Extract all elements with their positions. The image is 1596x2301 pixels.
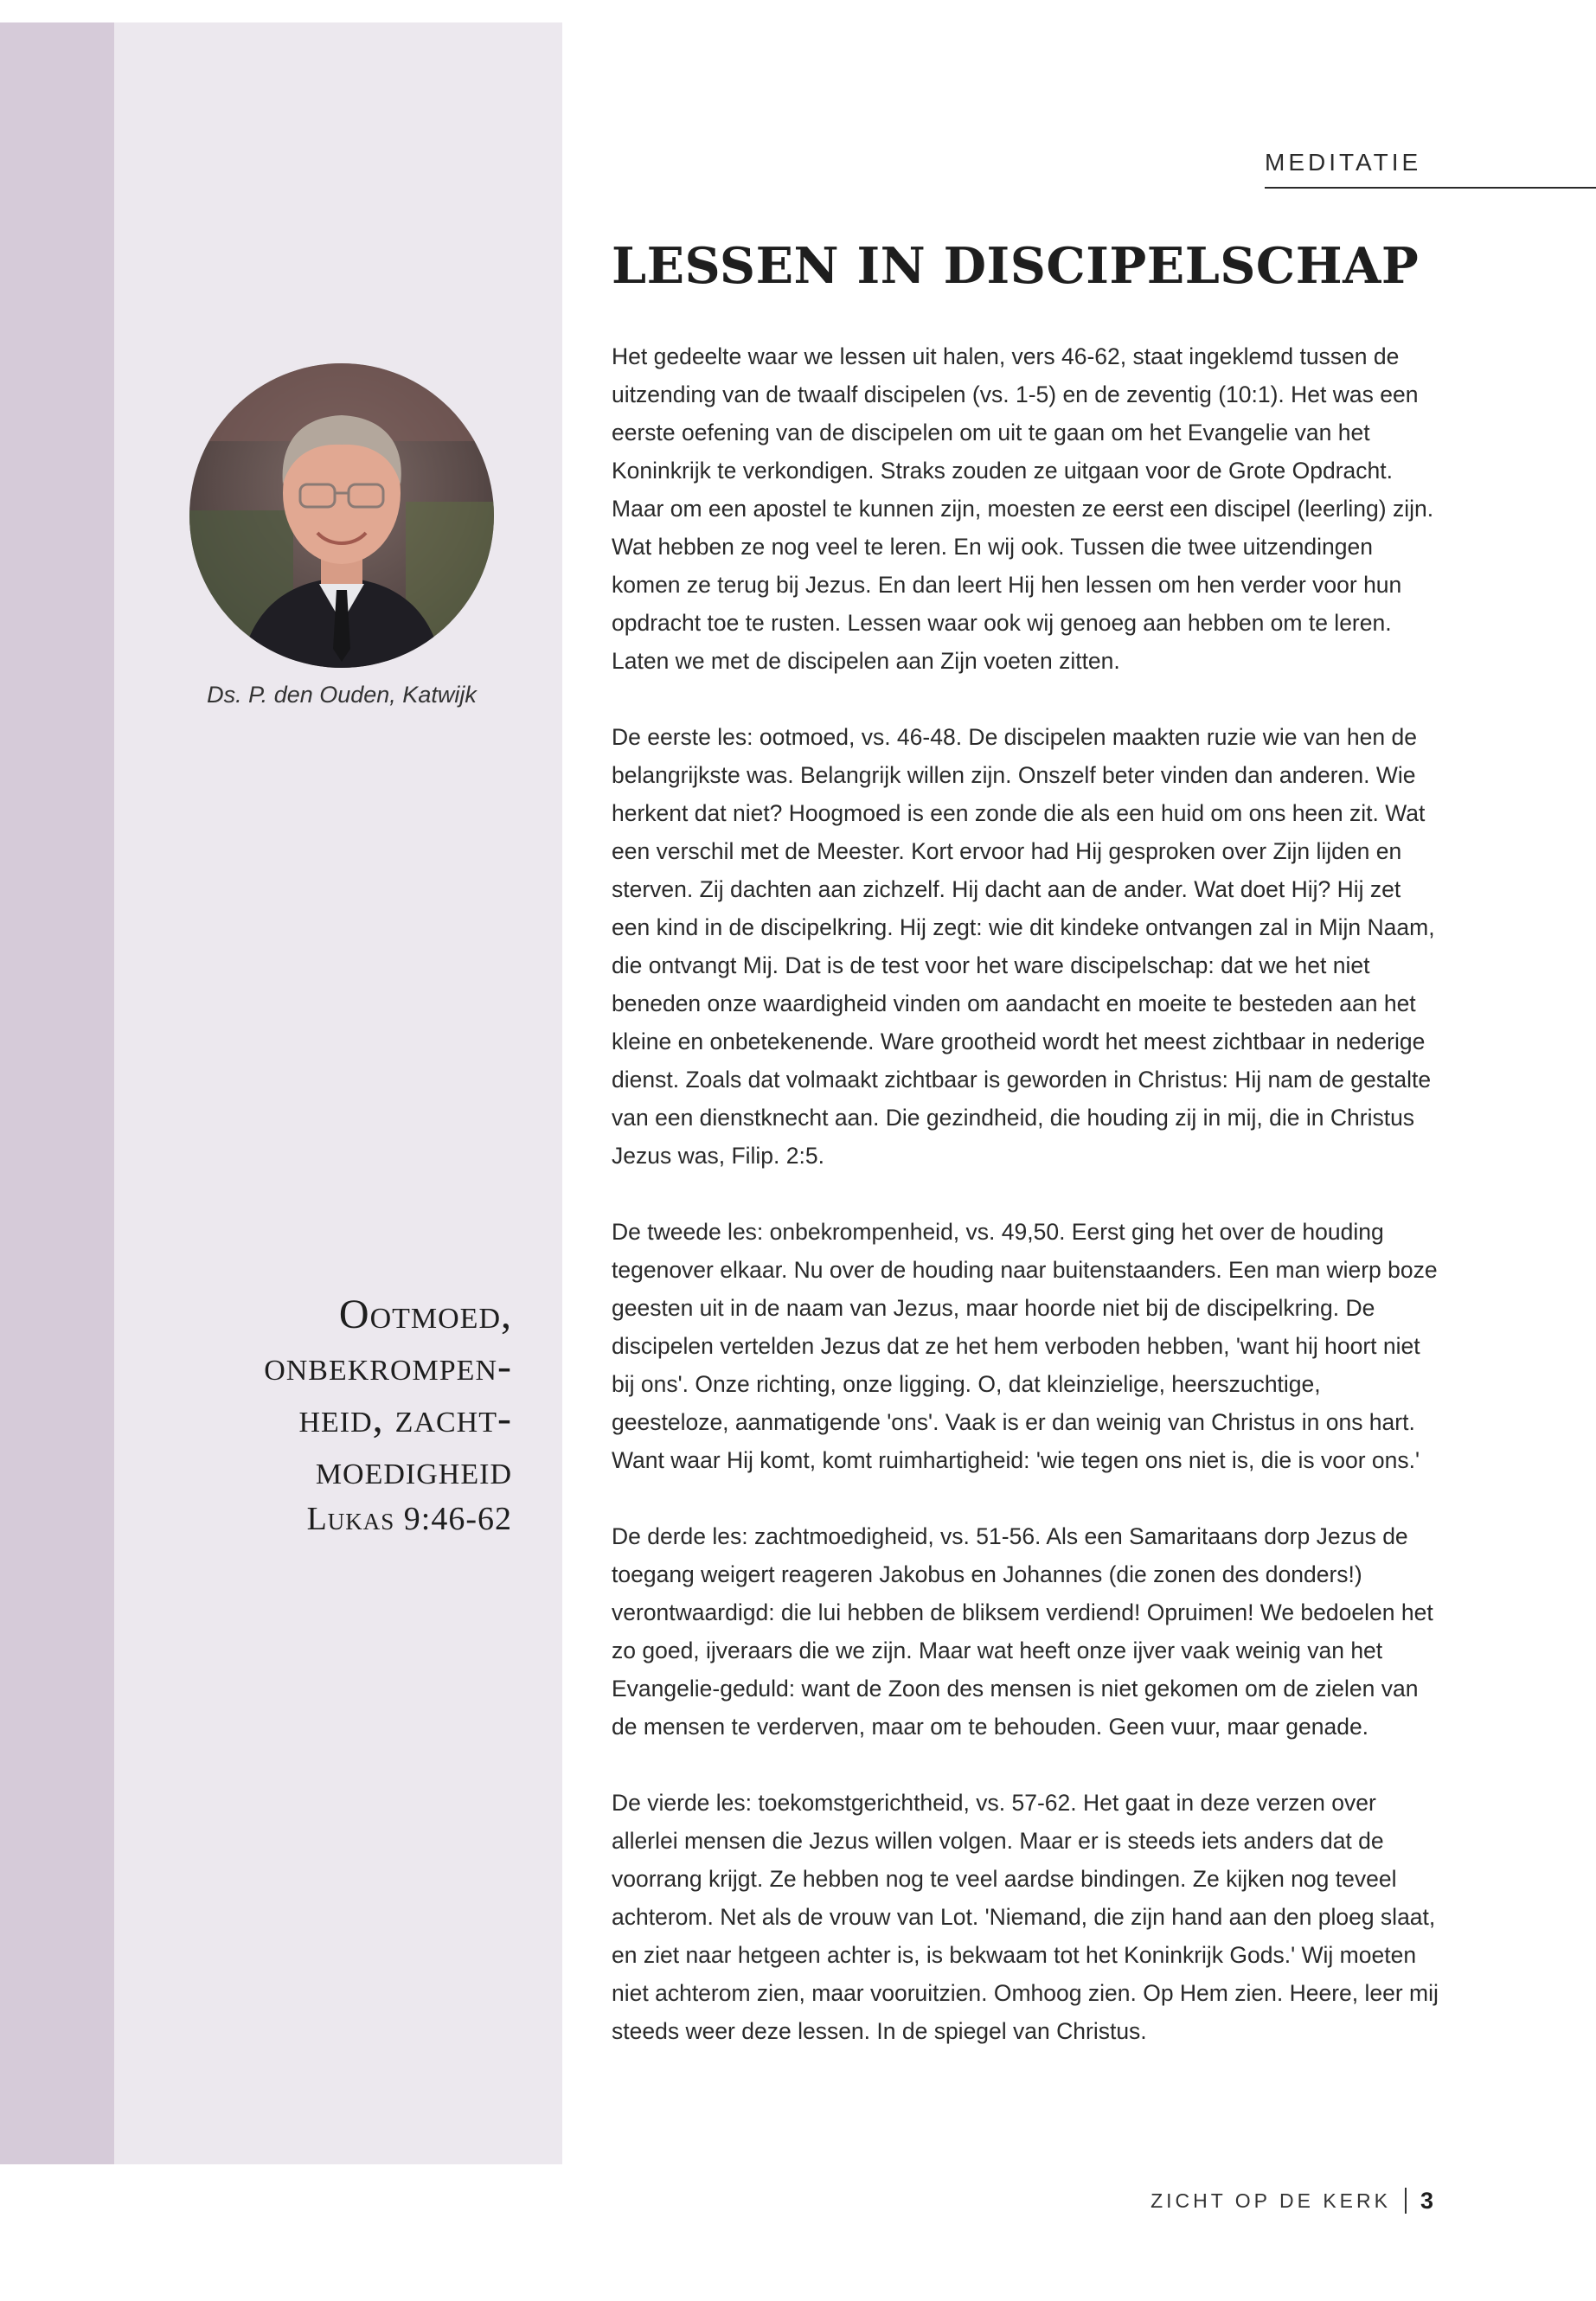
- article-paragraph: Het gedeelte waar we lessen uit halen, vers 46-62, staat ingeklemd tussen de uitzending van de twaalf discipelen (vs. 1-5) en de zeventig (10:1). Het was een eerste oefening van de discipelen om uit te gaan om het Evangelie van het Koninkrijk te verkondigen. Straks zouden ze uitgaan voor de Grote Opdracht. Maar om een apostel te kunnen zijn, moesten ze eerst een discipel (leerling) zijn. Wat hebben ze nog veel te leren. En wij ook. Tussen die twee uitzendingen komen ze terug bij Jezus. En dan leert Hij hen lessen om hen verder voor hun opdracht toe te rusten. Lessen waar ook wij genoeg aan hebben om te leren. Laten we met de discipelen aan Zijn voeten zitten.: [612, 343, 1434, 674]
- article-paragraph: De eerste les: ootmoed, vs. 46-48. De discipelen maakten ruzie wie van hen de belangrijkste was. Belangrijk willen zijn. Onszelf beter vinden dan anderen. Wie herkent dat niet? Hoogmoed is een zonde die als een huid om ons heen zit. Wat een verschil met de Meester. Kort ervoor had Hij gesproken over Zijn lijden en sterven. Zij dachten aan zichzelf. Hij dacht aan de ander. Wat doet Hij? Hij zet een kind in de discipelkring. Hij zegt: wie dit kindeke ontvangen zal in Mijn Naam, die ontvangt Mij. Dat is de test voor het ware discipelschap: dat we het niet beneden onze waardigheid vinden om aandacht en moeite te besteden aan het kleine en onbetekenende. Ware grootheid wordt het meest zichtbaar in nederige dienst. Zoals dat volmaakt zichtbaar is geworden in Christus: Hij nam de gestalte van een dienstknecht aan. Die gezindheid, die houding zij in mij, die in Christus Jezus was, Filip. 2:5.: [612, 724, 1435, 1169]
- section-label: MEDITATIE: [1265, 149, 1422, 176]
- sidebar-band-dark: [0, 22, 114, 2164]
- article-paragraph: De derde les: zachtmoedigheid, vs. 51-56. Als een Samaritaans dorp Jezus de toegang weigert reageren Jakobus en Johannes (die zonen des donders!) verontwaardigd: die lui hebben de bliksem verdiend! Opruimen! We bedoelen het zo goed, ijveraars die we zijn. Maar wat heeft onze ijver vaak weinig van het Evangelie-geduld: want de Zoon des mensen is niet gekomen om de zielen van de mensen te verderven, maar om te behouden. Geen vuur, maar genade.: [612, 1523, 1433, 1740]
- pull-quote-line: Ootmoed,: [338, 1292, 512, 1337]
- article-title: LESSEN IN DISCIPELSCHAP: [612, 237, 1420, 295]
- pull-quote: [138, 1289, 512, 1541]
- page-footer: [1151, 2186, 1433, 2215]
- footer-divider: [1405, 2188, 1407, 2214]
- pull-quote-reference: Lukas 9:46-62: [306, 1501, 512, 1537]
- article-body: [612, 337, 1442, 2088]
- section-divider: [1265, 187, 1596, 189]
- author-caption: Ds. P. den Ouden, Katwijk: [207, 682, 477, 708]
- pull-quote-line: moedigheid: [315, 1447, 512, 1493]
- article-paragraph: De tweede les: onbekrompenheid, vs. 49,50. Eerst ging het over de houding tegenover elkaar. Nu over de houding naar buitenstaanders. Een man wierp boze geesten uit in de naam van Jezus, maar hoorde niet bij de discipelkring. De discipelen vertelden Jezus dat ze het hem verboden hebben, 'want hij hoort niet bij ons'. Onze richting, onze ligging. O, dat kleinzielige, heerszuchtige, geesteloze, aanmatigende 'ons'. Vaak is er dan weinig van Christus in ons hart. Want waar Hij komt, komt ruimhartigheid: 'wie tegen ons niet is, die is voor ons.': [612, 1219, 1438, 1473]
- author-portrait: [189, 363, 494, 668]
- publication-name: ZICHT OP DE KERK: [1151, 2189, 1391, 2212]
- page-number: 3: [1420, 2187, 1433, 2214]
- article-paragraph: De vierde les: toekomstgerichtheid, vs. 57-62. Het gaat in deze verzen over allerlei mensen die Jezus willen volgen. Maar er is steeds iets anders dat de voorrang krijgt. Ze hebben nog te veel aardse bindingen. Ze kijken nog teveel achterom. Net als de vrouw van Lot. 'Niemand, die zijn hand aan den ploeg slaat, en ziet naar hetgeen achter is, is bekwaam tot het Koninkrijk Gods.' Wij moeten niet achterom zien, maar vooruitzien. Omhoog zien. Op Hem zien. Heere, leer mij steeds weer deze lessen. In de spiegel van Christus.: [612, 1790, 1439, 2044]
- pull-quote-line: onbekrompen-: [264, 1343, 512, 1389]
- author-photo-icon: [189, 363, 494, 668]
- pull-quote-line: heid, zacht-: [298, 1395, 512, 1441]
- sidebar-band-light: [114, 22, 562, 2164]
